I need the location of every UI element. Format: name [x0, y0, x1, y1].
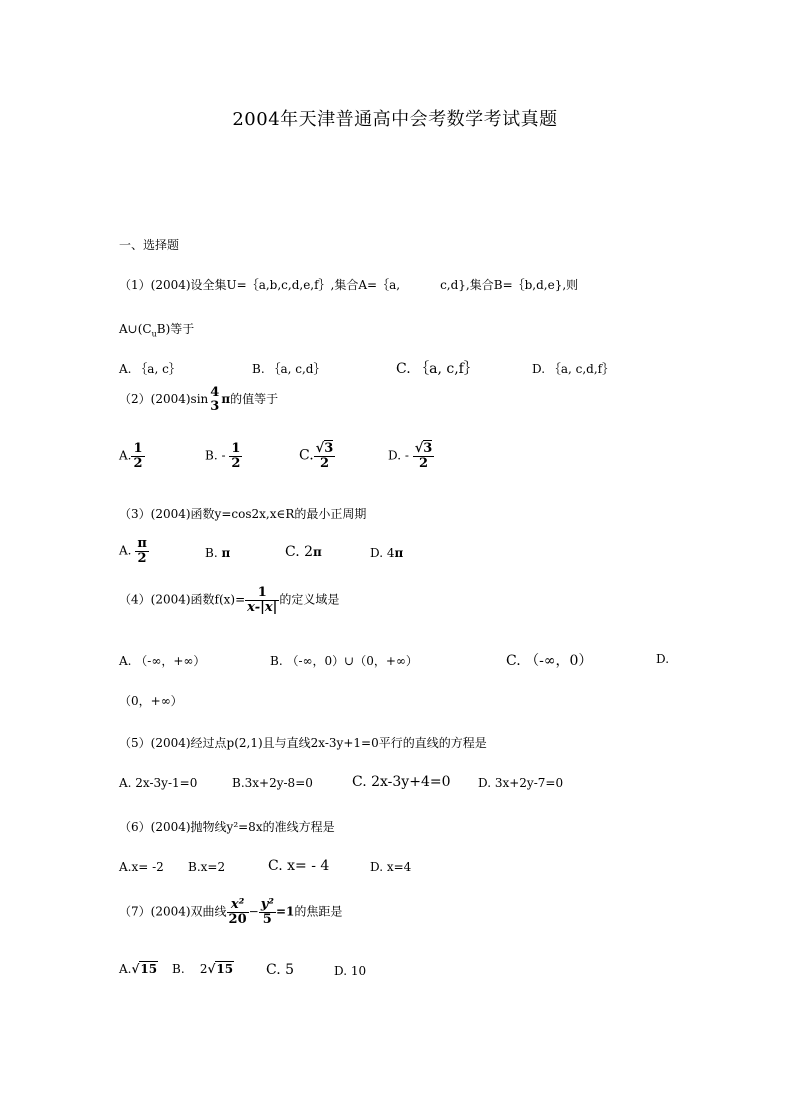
question-7-prefix: （7）(2004)双曲线: [119, 904, 227, 919]
option-label: C. 2: [285, 544, 314, 560]
question-4-prefix: （4）(2004)函数f(x)=: [119, 592, 246, 607]
question-1-text-b: c,d},集合B=｛b,d,e},则: [440, 278, 579, 292]
question-3-option-b: [205, 546, 230, 560]
pi-symbol: π: [221, 546, 231, 560]
option-fraction: [135, 537, 149, 565]
question-4-option-d: D.: [656, 652, 670, 666]
question-5-option-b: B.3x+2y-8=0: [232, 776, 313, 790]
question-5-stem: （5）(2004)经过点p(2,1)且与直线2x-3y+1=0平行的直线的方程是: [119, 736, 487, 750]
question-4-fraction: [245, 586, 279, 614]
fraction-denominator: 2: [137, 550, 147, 566]
radicand: 3: [423, 441, 433, 456]
question-1-line-1: [119, 276, 578, 293]
fraction-denominator: 5: [259, 912, 276, 927]
section-heading: 一、选择题: [119, 238, 180, 252]
question-2-option-c: [299, 442, 335, 470]
fraction-denominator: 2: [314, 456, 336, 471]
question-2-stem: [119, 386, 278, 413]
option-label: B.: [205, 546, 218, 560]
question-2-option-a: [119, 442, 145, 470]
fraction-denominator: 2: [231, 455, 241, 471]
option-label: D. -: [388, 448, 409, 463]
sqrt-icon: √: [131, 962, 140, 976]
question-7-option-b: [172, 962, 234, 976]
fraction-numerator: y²: [260, 897, 274, 912]
sqrt-expression: [208, 962, 235, 976]
radicand: 15: [140, 962, 158, 976]
question-7-option-c: [266, 962, 294, 978]
option-fraction: [131, 442, 144, 470]
question-3-option-a: [119, 537, 149, 565]
question-2-option-d: [388, 442, 434, 470]
fraction-numerator: 1: [257, 585, 267, 600]
sqrt-icon: √: [207, 962, 216, 976]
option-label: A.: [119, 448, 132, 463]
option-label: A.: [119, 543, 132, 558]
question-1-option-a: A. ｛a, c｝: [119, 362, 181, 376]
page-title: 2004年天津普通高中会考数学考试真题: [232, 109, 558, 130]
question-3-option-c: [285, 544, 322, 560]
question-5-option-d: D. 3x+2y-7=0: [478, 776, 564, 790]
pi-symbol: π: [394, 546, 404, 560]
question-6-option-a: A.x= -2: [119, 860, 164, 874]
option-label: A.: [119, 962, 132, 976]
equals-one: =1: [275, 904, 295, 919]
question-2-prefix: （2）(2004)sin: [119, 392, 209, 407]
question-3-stem: （3）(2004)函数y=cos2x,x∈R的最小正周期: [119, 507, 367, 521]
option-label: C. 5: [266, 962, 295, 978]
pi-symbol: π: [221, 392, 231, 407]
question-5-option-a: A. 2x-3y-1=0: [119, 776, 198, 790]
fraction-numerator: 1: [231, 441, 241, 456]
fraction-numerator: π: [137, 536, 147, 551]
question-7-suffix: 的焦距是: [294, 904, 343, 919]
question-2-option-b: [205, 442, 242, 470]
sqrt-expression: [131, 962, 158, 976]
question-3-option-d: [370, 546, 403, 560]
question-4-stem: [119, 586, 339, 614]
question-2-fraction: [208, 386, 221, 413]
fraction-numerator: 1: [133, 441, 143, 456]
radicand: 3: [324, 441, 334, 456]
question-1-expression-end: B)等于: [156, 322, 195, 336]
question-4-option-c: C. （-∞，0）: [506, 653, 593, 669]
question-4-option-b: B. （-∞，0）∪（0，+∞）: [270, 654, 418, 668]
sqrt-icon: √: [315, 441, 325, 456]
question-7-fraction-1: [227, 898, 249, 926]
question-1-option-d: D. ｛a, c,d,f｝: [532, 362, 615, 376]
option-label: B. -: [205, 448, 226, 463]
question-4-suffix: 的定义域是: [279, 592, 340, 607]
question-1-option-c: C. ｛a, c,f｝: [396, 361, 478, 377]
question-1-subscript: u: [151, 329, 157, 339]
fraction-denominator: 20: [228, 911, 247, 927]
question-6-option-c: C. x= - 4: [268, 858, 330, 874]
option-fraction: [413, 442, 435, 470]
minus-sign: −: [248, 904, 259, 919]
radicand: 15: [216, 962, 234, 976]
fraction-numerator: x²: [230, 897, 245, 912]
pi-symbol: π: [313, 545, 322, 559]
option-fraction: [314, 442, 336, 470]
question-6-stem: （6）(2004)抛物线y²=8x的准线方程是: [119, 820, 335, 834]
fraction-denominator: 2: [413, 456, 435, 471]
question-7-fraction-2: [259, 898, 276, 926]
question-4-option-a: A. （-∞，+∞）: [119, 654, 206, 668]
option-fraction: [229, 442, 242, 470]
question-4-option-d-continued: （0，+∞）: [119, 694, 183, 708]
question-6-option-d: D. x=4: [370, 860, 412, 874]
question-7-option-a: [119, 962, 158, 976]
fraction-denominator: 3: [210, 398, 220, 414]
fraction-numerator: 4: [210, 385, 220, 400]
question-1-text-a: （1）(2004)设全集U=｛a,b,c,d,e,f｝,集合A=｛a,: [119, 278, 401, 292]
fraction-denominator: x-|x|: [247, 599, 278, 615]
question-7-stem: [119, 898, 342, 926]
question-1-line-2: [119, 320, 194, 338]
question-6-option-b: B.x=2: [188, 860, 226, 874]
option-label: C.: [299, 447, 314, 464]
question-1-expression: A∪(C: [119, 322, 152, 336]
question-7-option-d: D. 10: [334, 964, 367, 978]
option-label: D. 4: [370, 546, 395, 560]
question-1-option-b: B. ｛a, c,d｝: [252, 362, 326, 376]
question-2-suffix: 的值等于: [230, 392, 279, 407]
question-5-option-c: C. 2x-3y+4=0: [352, 774, 451, 790]
fraction-denominator: 2: [133, 455, 143, 471]
option-label: B. 2: [172, 962, 208, 976]
sqrt-icon: √: [414, 441, 424, 456]
